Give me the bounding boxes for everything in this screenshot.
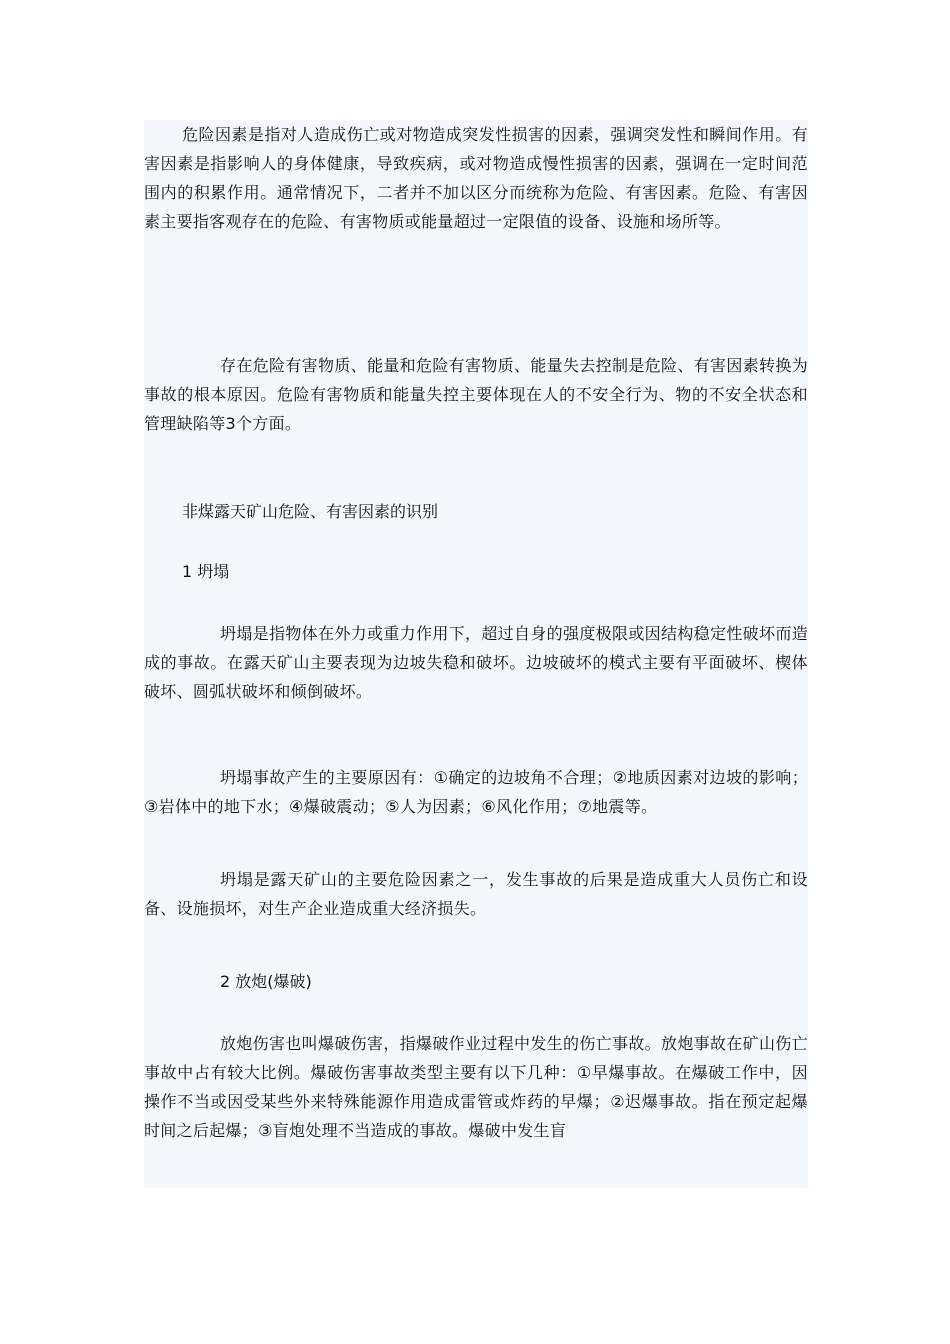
- subheading-collapse: 1 坍塌: [182, 562, 230, 581]
- subheading-blasting: 2 放炮(爆破): [220, 972, 312, 991]
- paragraph-blasting-injury: 放炮伤害也叫爆破伤害，指爆破作业过程中发生的伤亡事故。放炮事故在矿山伤亡事故中占有较大比例。爆破伤害事故类型主要有以下几种：①早爆事故。在爆破工作中，因操作不当或因受某些外来特殊能源作用造成雷管或炸药的早爆；②迟爆事故。指在预定起爆时间之后起爆；③盲炮处理不当造成的事故。爆破中发生盲: [144, 1034, 808, 1140]
- paragraph-collapse-definition: 坍塌是指物体在外力或重力作用下，超过自身的强度极限或因结构稳定性破坏而造成的事故。在露天矿山主要表现为边坡失稳和破坏。边坡破坏的模式主要有平面破坏、楔体破坏、圆弧状破坏和倾倒破坏。: [144, 624, 808, 701]
- paragraph-hazard-definition: 危险因素是指对人造成伤亡或对物造成突发性损害的因素，强调突发性和瞬间作用。有害因素是指影响人的身体健康，导致疾病，或对物造成慢性损害的因素，强调在一定时间范围内的积累作用。通常情况下，二者并不加以区分而统称为危险、有害因素。危险、有害因素主要指客观存在的危险、有害物质或能量超过一定限值的设备、设施和场所等。: [144, 125, 808, 231]
- section-heading: 非煤露天矿山危险、有害因素的识别: [182, 502, 439, 521]
- paragraph-root-cause: 存在危险有害物质、能量和危险有害物质、能量失去控制是危险、有害因素转换为事故的根本原因。危险有害物质和能量失控主要体现在人的不安全行为、物的不安全状态和管理缺陷等3个方面。: [144, 356, 808, 433]
- paragraph-collapse-causes: 坍塌事故产生的主要原因有：①确定的边坡角不合理；②地质因素对边坡的影响；③岩体中的地下水；④爆破震动；⑤人为因素；⑥风化作用；⑦地震等。: [144, 768, 808, 816]
- paragraph-collapse-consequence: 坍塌是露天矿山的主要危险因素之一，发生事故的后果是造成重大人员伤亡和设备、设施损坏，对生产企业造成重大经济损失。: [144, 870, 808, 918]
